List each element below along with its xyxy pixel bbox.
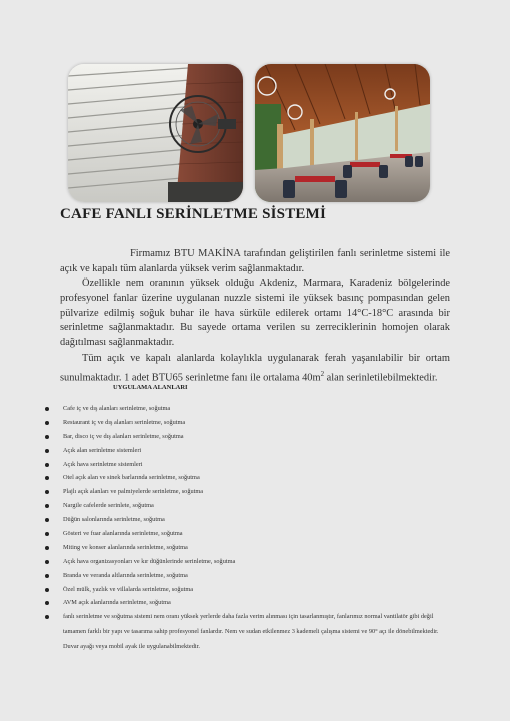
list-item: Düğün salonlarında serinletme, soğutma <box>45 513 450 527</box>
bullet-icon <box>45 615 49 619</box>
capacity-paragraph <box>60 352 450 386</box>
bullet-icon <box>45 518 49 522</box>
list-item: Gösteri ve fuar alanlarında serinletme, soğutma <box>45 527 450 541</box>
area-unit-superscript: 2 <box>320 369 325 378</box>
list-item: fanlı serinletme ve soğutma sistemi nem oranı yüksek yerlerde daha fazla verim alınması için tasarlanmıştır, fanlarımız normal vantilatör gibi değil tamamen farklı bir yapı ve tasarıma sahip profesyonel fanlardır. Nem ve sudan etkilenmez 3 kademeli çalışma sistemi ve 90° açı ile dönebilmektedir. Duvar ayağı veya mobil ayak ile uygulanabilmektedir. <box>45 610 450 654</box>
photo-wall-fan <box>68 64 243 202</box>
list-item: Restaurant iç ve dış alanları serinletme, soğutma <box>45 416 450 430</box>
list-item: Açık hava organizasyonları ve kır düğünlerinde serinletme, soğutma <box>45 555 450 569</box>
wall-fan-illustration <box>68 64 243 202</box>
bullet-icon <box>45 560 49 564</box>
intro-paragraph: Firmamız BTU MAKİNA tarafından geliştirilen fanlı serinletme sistemi ile açık ve kapalı tüm alanlarda yüksek verim sağlanmaktadır. <box>60 248 450 274</box>
bullet-icon <box>45 407 49 411</box>
bullet-icon <box>45 532 49 536</box>
capacity-text-end: alan serinletilebilmektedir. <box>324 372 438 384</box>
bullet-icon <box>45 574 49 578</box>
list-item: Nargile cafelerde serinlete, soğutma <box>45 499 450 513</box>
list-item: Açık hava serinletme sistemleri <box>45 458 450 472</box>
photo-terrace <box>255 64 430 202</box>
list-item: Açık alan serinletme sistemleri <box>45 444 450 458</box>
terrace-illustration <box>255 64 430 202</box>
capacity-text: Tüm açık ve kapalı alanlarda kolaylıkla uygulanarak ferah yaşanılabilir bir ortam sunulmaktadır. 1 adet BTU65 serinletme fanı ile ortalama 40m <box>60 353 450 384</box>
page-title: CAFE FANLI SERİNLETME SİSTEMİ <box>60 206 326 222</box>
list-item: Plajlı açık alanları ve palmiyelerde serinletme, soğutma <box>45 485 450 499</box>
bullet-icon <box>45 490 49 494</box>
application-list <box>45 402 450 654</box>
humidity-paragraph: Özellikle nem oranının yüksek olduğu Akdeniz, Marmara, Karadeniz bölgelerinde profesyonel fanlar üzerine uygulanan nuzzle sistemi ile yüksek basınç pompasından gelen pülvarize edilmiş soğuk buhar ile hava sürküle edilerek ortamı 14°C-18°C arasında bir serinletme sağlanmaktadır. Bu sayede ortama verilen su zerreciklerinin homojen olarak dağıtılması sağlanmaktadır. <box>60 278 450 348</box>
bullet-icon <box>45 421 49 425</box>
list-item: Bar, disco iç ve dış alanları serinletme, soğutma <box>45 430 450 444</box>
bullet-icon <box>45 546 49 550</box>
bullet-icon <box>45 504 49 508</box>
bullet-icon <box>45 601 49 605</box>
bullet-icon <box>45 449 49 453</box>
list-item: AVM açık alanlarında serinletme, soğutma <box>45 596 450 610</box>
section-heading: UYGULAMA ALANLARI <box>113 384 188 391</box>
bullet-icon <box>45 588 49 592</box>
list-item: Özel mülk, yazlık ve villalarda serinletme, soğutma <box>45 583 450 597</box>
bullet-icon <box>45 476 49 480</box>
bullet-icon <box>45 463 49 467</box>
bullet-icon <box>45 435 49 439</box>
list-item: Branda ve veranda altlarında serinletme, soğutma <box>45 569 450 583</box>
list-item: Otel açık alan ve sinek barlarında serinletme, soğutma <box>45 471 450 485</box>
list-item: Cafe iç ve dış alanları serinletme, soğutma <box>45 402 450 416</box>
list-item: Miting ve konser alanlarında serinletme, soğutma <box>45 541 450 555</box>
